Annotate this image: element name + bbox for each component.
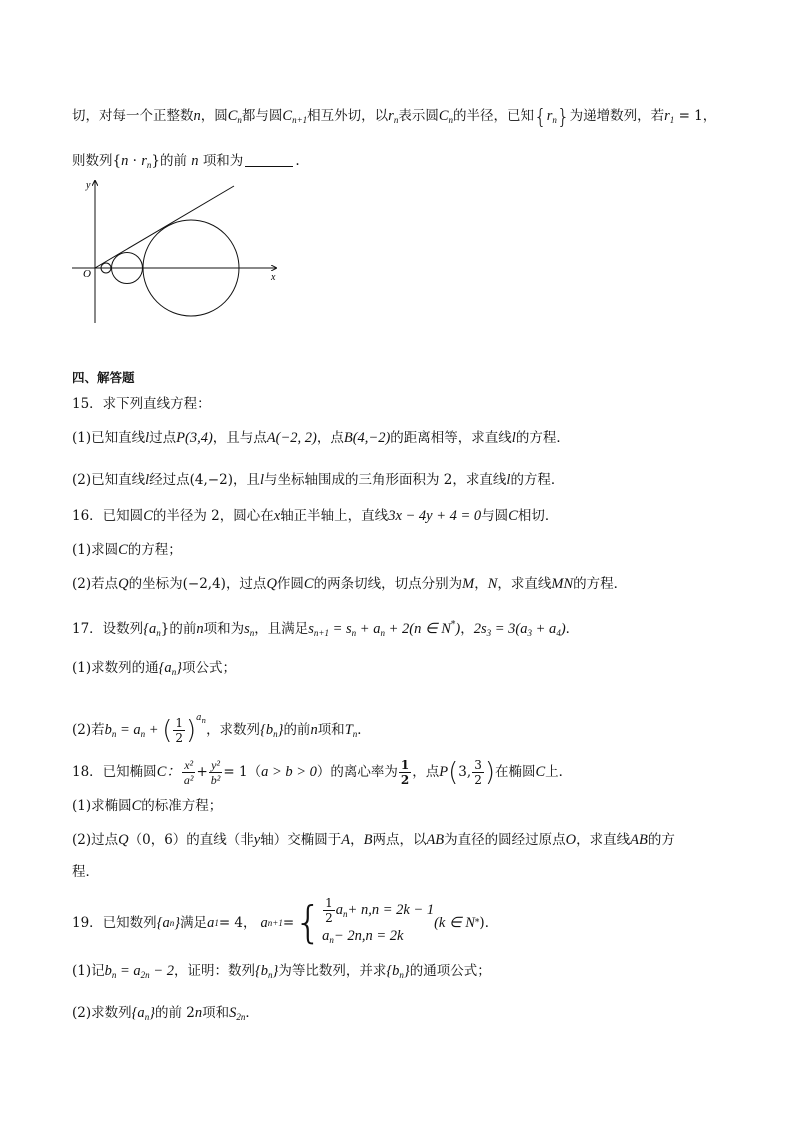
x-axis-label: x (271, 272, 276, 283)
q19-stem: 19．已知数列 {a n } 满足 a 1 = 4， a n+1 = { $\frac{1}{2}$ $a_n+ n,n = 2k - 1$ $a_n- 2n,n = 2k$ (k ∈ N * )． (72, 895, 499, 948)
q18-part1: (1)求椭圆C的标准方程； (72, 798, 223, 814)
q18-part2-cont: 程． (72, 864, 99, 880)
answer-blank[interactable] (245, 152, 293, 167)
q17-part1: (1)求数列的通$\{a_n\}$项公式； (72, 660, 236, 677)
q14-line-2: 则数列$\{n \cdot r_n\}$的前 n 项和为 . (72, 153, 300, 170)
circles-figure (62, 175, 292, 330)
origin-label: O (83, 268, 91, 280)
q17-stem: 17．设数列$\{a_n\}$的前n项和为$s_n$，且满足$s_{n+1} = s_n + a_n + 2(n$ ∈ N*)，$2s_3 = 3(a_3 + a_4)$． (72, 620, 580, 638)
q16-part2: (2)若点Q的坐标为(−2,4)，过点Q作圆C的两条切线，切点分别为M，N，求直线MN的方程． (72, 576, 628, 592)
section-heading: 四、解答题 (72, 370, 135, 385)
q16-part1: (1)求圆C的方程； (72, 542, 182, 558)
q18-part2: (2)过点Q（0，6）的直线（非y轴）交椭圆于A，B两点，以AB为直径的圆经过原点O，求直线AB的方 (72, 832, 675, 848)
q18-stem: 18．已知椭圆C： $\frac{\text{x²}}{\text{a²}}$ + $\frac{\text{y²}}{\text{b²}}$ = 1（a > b > 0）的离心率为 $\frac{1}{2}$ ，点P(3, $\frac{3}{2}$ )在椭圆C上． (72, 757, 573, 788)
q15-stem: 15．求下列直线方程： (72, 396, 211, 412)
q19-part1: (1)记$b_n = a_{2n} - 2$，证明：数列$\{b_n\}$为等比数列，并求$\{b_n\}$的通项公式； (72, 963, 491, 980)
q15-part2: (2)已知直线l经过点(4,−2)，且l与坐标轴围成的三角形面积为 2，求直线l的方程． (72, 472, 565, 488)
q14-line-1: 切，对每一个正整数n，圆$C_n$都与圆$C_{n+1}$相互外切，以$r_n$表示圆$C_n$的半径，已知$\{r_n\}$为递增数列，若$r_1 = 1$， (72, 104, 717, 129)
q16-stem: 16．已知圆C的半径为 2，圆心在x轴正半轴上，直线3x − 4y + 4 = 0与圆C相切． (72, 508, 559, 524)
q19-part2: (2)求数列$\{a_n\}$的前 2n项和$S_{2n}$． (72, 1005, 259, 1022)
tangent-line (95, 186, 234, 268)
q17-part2: (2)若$b_n = a_n$ + ( $\frac{1}{2}$ )$^{a_n}$，求数列$\{b_n\}$的前n项和$T_n$． (72, 713, 371, 746)
y-axis-label: y (86, 180, 91, 191)
q15-part1: (1)已知直线l过点P(3,4)，且与点A(−2, 2)，点B(4,−2)的距离相等，求直线l的方程． (72, 430, 570, 446)
